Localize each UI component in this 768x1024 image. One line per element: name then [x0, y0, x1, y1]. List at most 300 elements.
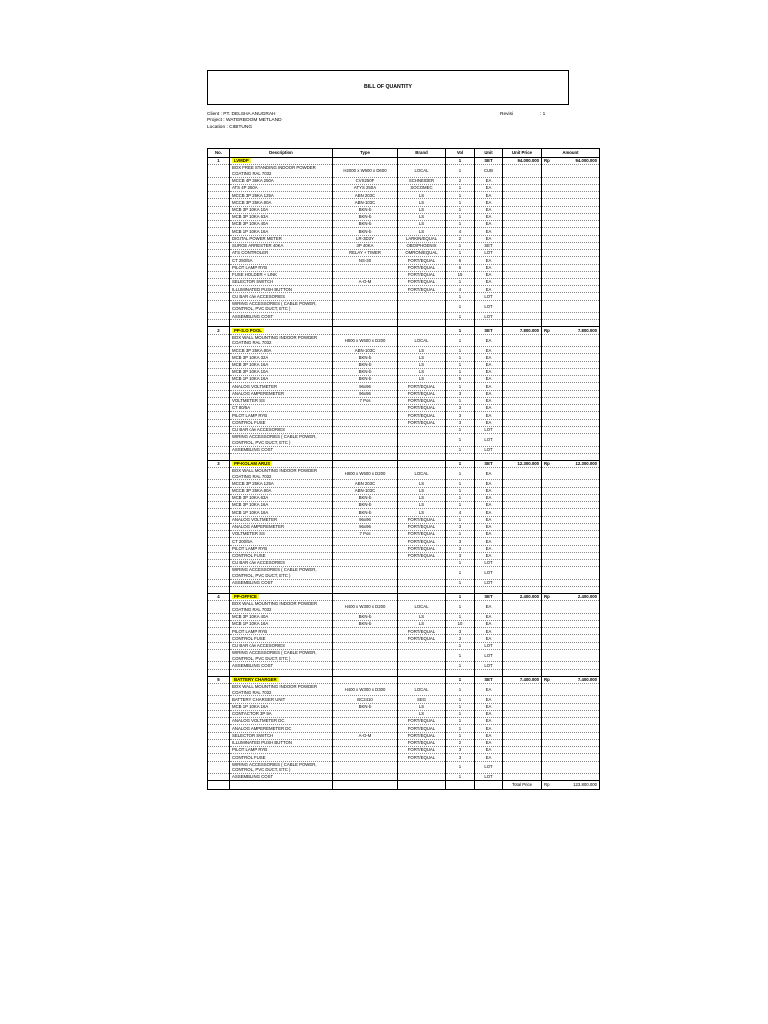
item-no [208, 628, 230, 635]
item-unit: EA [475, 383, 503, 390]
item-unit: LOT [475, 774, 503, 781]
header-vol: Vol [446, 149, 475, 158]
spacer-cell [542, 320, 600, 327]
item-amount [542, 250, 600, 257]
item-vol: 1 [446, 567, 475, 580]
item-vol: 1 [446, 313, 475, 320]
table-row [208, 434, 600, 447]
item-brand: FORT/EQUAL [398, 264, 446, 271]
item-amount [542, 531, 600, 538]
item-type: BKN-b [333, 376, 398, 383]
item-description: ANALOG AMPEREMETER DC [230, 725, 333, 732]
table-row [208, 718, 600, 725]
location-line [207, 125, 282, 131]
table-row [208, 412, 600, 419]
item-unit: EA [475, 368, 503, 375]
item-unit: EA [475, 516, 503, 523]
item-type: 96x96 [333, 516, 398, 523]
total-label: Total Price [503, 781, 542, 790]
group-vol: 1 [446, 676, 475, 683]
item-description: BATTERY CHARGER UNIT [230, 696, 333, 703]
group-name-cell [230, 594, 333, 601]
table-row [208, 516, 600, 523]
table-row [208, 446, 600, 453]
item-description: CU BAR c/w ACCESORIES [230, 293, 333, 300]
item-brand [398, 579, 446, 586]
item-type [333, 545, 398, 552]
header-unit-price: Unit Price [503, 149, 542, 158]
item-unit-price [503, 383, 542, 390]
item-vol: 1 [446, 368, 475, 375]
item-brand: FORT/EQUAL [398, 718, 446, 725]
item-brand: LS [398, 228, 446, 235]
item-amount [542, 628, 600, 635]
title-box [207, 70, 569, 105]
item-description: MCCB 3P 25KA 125A [230, 192, 333, 199]
item-no [208, 523, 230, 530]
item-type: BC2410 [333, 696, 398, 703]
item-unit: EA [475, 361, 503, 368]
item-unit-price [503, 523, 542, 530]
item-description: SURGE ARRESTER 40KA [230, 242, 333, 249]
item-vol: 1 [446, 649, 475, 662]
revisi-value: : 1 [540, 112, 546, 117]
group-name-cell [230, 676, 333, 683]
item-brand: LS [398, 192, 446, 199]
item-brand: FORT/EQUAL [398, 419, 446, 426]
item-amount [542, 747, 600, 754]
group-amount: 7.800.000 [577, 327, 597, 333]
item-type [333, 649, 398, 662]
item-unit: EA [475, 286, 503, 293]
item-vol: 1 [446, 718, 475, 725]
item-amount [542, 192, 600, 199]
item-vol: 1 [446, 334, 475, 347]
table-row [208, 184, 600, 191]
table-row [208, 286, 600, 293]
item-unit: EA [475, 412, 503, 419]
item-no [208, 221, 230, 228]
group-unit-price: 7.800.000 [503, 327, 542, 334]
table-row [208, 271, 600, 278]
item-vol: 1 [446, 242, 475, 249]
spacer-cell [503, 453, 542, 460]
table-row [208, 732, 600, 739]
item-vol: 3 [446, 419, 475, 426]
item-description: MCB 3P 10KA 40A [230, 613, 333, 620]
item-unit: EA [475, 725, 503, 732]
group-unit-price: 12.300.000 [503, 460, 542, 467]
item-type: RELAY + TIMER [333, 250, 398, 257]
item-vol: 1 [446, 184, 475, 191]
item-unit: EA [475, 739, 503, 746]
spacer-cell [475, 453, 503, 460]
spacer-cell [230, 320, 333, 327]
item-brand: LS [398, 710, 446, 717]
item-unit-price [503, 228, 542, 235]
item-vol: 2 [446, 739, 475, 746]
item-vol: 1 [446, 703, 475, 710]
item-vol: 1 [446, 601, 475, 614]
item-type: H800 x W600 x D200 [333, 334, 398, 347]
item-description: PILOT LAMP RYB [230, 747, 333, 754]
item-amount [542, 516, 600, 523]
item-unit: LOT [475, 761, 503, 774]
item-amount [542, 235, 600, 242]
group-amount-cell [542, 158, 600, 165]
item-no [208, 487, 230, 494]
item-unit: LOT [475, 560, 503, 567]
table-row [208, 206, 600, 213]
item-type [333, 434, 398, 447]
item-description: WIRING ACCESSORIES ( CABLE POWER, CONTROL, PVC DUCT, ETC ) [230, 761, 333, 774]
item-description: MCB 3P 10KA 40A [230, 221, 333, 228]
item-unit: LOT [475, 300, 503, 313]
item-brand [398, 774, 446, 781]
item-brand: OMRON/EQUAL [398, 250, 446, 257]
item-description: PILOT LAMP RYB [230, 628, 333, 635]
item-brand: LARKIN/EQUAL [398, 235, 446, 242]
group-vol: 1 [446, 327, 475, 334]
item-vol: 1 [446, 710, 475, 717]
item-amount [542, 761, 600, 774]
item-description: CT 250/5A [230, 257, 333, 264]
item-amount [542, 165, 600, 178]
item-no [208, 242, 230, 249]
spacer-cell [542, 587, 600, 594]
location-label: Location [207, 124, 226, 130]
item-no [208, 361, 230, 368]
group-no: 1 [208, 158, 230, 165]
item-amount [542, 434, 600, 447]
spacer-cell [333, 453, 398, 460]
item-vol: 1 [446, 732, 475, 739]
table-row [208, 531, 600, 538]
item-type: 7 Pos [333, 397, 398, 404]
item-unit-price [503, 538, 542, 545]
item-no [208, 761, 230, 774]
item-vol: 1 [446, 531, 475, 538]
item-vol: 3 [446, 552, 475, 559]
total-spacer [333, 781, 398, 790]
item-description: MCCB 3P 25KA 80A [230, 487, 333, 494]
item-no [208, 235, 230, 242]
item-brand [398, 426, 446, 433]
item-amount [542, 206, 600, 213]
item-type: BKN-b [333, 703, 398, 710]
item-unit-price [503, 213, 542, 220]
item-brand [398, 642, 446, 649]
item-unit-price [503, 739, 542, 746]
group-row [208, 158, 600, 165]
item-amount [542, 271, 600, 278]
item-brand: LS [398, 376, 446, 383]
item-no [208, 434, 230, 447]
item-unit: EA [475, 601, 503, 614]
item-no [208, 446, 230, 453]
group-currency: Rp [544, 461, 550, 467]
group-amount: 94.000.000 [575, 158, 597, 164]
item-brand: FORT/EQUAL [398, 531, 446, 538]
item-unit-price [503, 696, 542, 703]
item-no [208, 560, 230, 567]
item-type: ABN 203C [333, 480, 398, 487]
item-amount [542, 683, 600, 696]
table-row [208, 405, 600, 412]
item-unit: EA [475, 487, 503, 494]
table-row [208, 390, 600, 397]
spacer-cell [503, 669, 542, 676]
boq-body [208, 158, 600, 781]
item-no [208, 376, 230, 383]
item-vol: 3 [446, 523, 475, 530]
item-unit-price [503, 199, 542, 206]
item-description: ANALOG AMPEREMETER [230, 390, 333, 397]
item-description: MCB 3P 10KA 16A [230, 361, 333, 368]
group-amount-cell [542, 676, 600, 683]
item-no [208, 649, 230, 662]
item-unit-price [503, 662, 542, 669]
item-type [333, 642, 398, 649]
item-no [208, 502, 230, 509]
item-unit: EA [475, 538, 503, 545]
table-row [208, 354, 600, 361]
group-name: LVMDP [234, 158, 249, 164]
spacer-cell [446, 587, 475, 594]
item-vol: 1 [446, 662, 475, 669]
table-row [208, 739, 600, 746]
item-type: BKN-b [333, 361, 398, 368]
item-unit: EA [475, 264, 503, 271]
item-amount [542, 221, 600, 228]
item-unit-price [503, 177, 542, 184]
item-unit-price [503, 405, 542, 412]
item-brand: FORT/EQUAL [398, 397, 446, 404]
item-vol: 4 [446, 509, 475, 516]
item-amount [542, 242, 600, 249]
group-unit-price: 2.400.000 [503, 594, 542, 601]
item-unit-price [503, 725, 542, 732]
item-no [208, 397, 230, 404]
group-type [333, 460, 398, 467]
item-brand: LOCAL [398, 467, 446, 480]
spacer-cell [230, 453, 333, 460]
item-type [333, 419, 398, 426]
table-row [208, 467, 600, 480]
table-row [208, 199, 600, 206]
item-brand: LS [398, 480, 446, 487]
item-unit: EA [475, 347, 503, 354]
item-amount [542, 613, 600, 620]
item-type: BKN-b [333, 206, 398, 213]
item-no [208, 579, 230, 586]
item-vol: 1 [446, 199, 475, 206]
item-no [208, 710, 230, 717]
group-currency: Rp [544, 594, 550, 600]
item-unit: LOT [475, 434, 503, 447]
item-unit: LOT [475, 567, 503, 580]
item-description: ATS CONTROLER [230, 250, 333, 257]
item-unit-price [503, 313, 542, 320]
item-type [333, 579, 398, 586]
item-description: ANALOG VOLTMETER [230, 516, 333, 523]
item-unit: LOT [475, 662, 503, 669]
spacer-cell [446, 320, 475, 327]
item-description: MCB 3P 10KA 16A [230, 502, 333, 509]
table-row [208, 710, 600, 717]
table-row [208, 480, 600, 487]
item-amount [542, 560, 600, 567]
item-brand [398, 649, 446, 662]
item-brand: FORT/EQUAL [398, 628, 446, 635]
item-type [333, 774, 398, 781]
item-no [208, 286, 230, 293]
item-description: ILLUMINATED PUSH BUTTON [230, 739, 333, 746]
group-currency: Rp [544, 327, 550, 333]
spacer-cell [542, 669, 600, 676]
table-row [208, 761, 600, 774]
item-amount [542, 696, 600, 703]
item-amount [542, 774, 600, 781]
item-unit: EA [475, 754, 503, 761]
item-unit-price [503, 628, 542, 635]
item-vol: 1 [446, 250, 475, 257]
item-type: 96x96 [333, 383, 398, 390]
item-brand [398, 313, 446, 320]
group-unit: SET [475, 676, 503, 683]
item-type [333, 446, 398, 453]
table-row [208, 628, 600, 635]
group-name: BATTERY CHARGER [234, 676, 277, 682]
item-no [208, 313, 230, 320]
item-type: LR-3D3Y [333, 235, 398, 242]
item-brand: FORT/EQUAL [398, 390, 446, 397]
item-description: WIRING ACCESSORIES ( CABLE POWER, CONTROL, PVC DUCT, ETC ) [230, 300, 333, 313]
item-unit-price [503, 732, 542, 739]
item-type [333, 286, 398, 293]
spacer-cell [542, 453, 600, 460]
item-vol: 3 [446, 754, 475, 761]
item-amount [542, 383, 600, 390]
client-label: Client [207, 112, 220, 117]
table-row [208, 300, 600, 313]
item-brand: LS [398, 221, 446, 228]
group-amount: 12.300.000 [575, 461, 597, 467]
item-brand: FORT/EQUAL [398, 279, 446, 286]
table-row [208, 250, 600, 257]
document-title: BILL OF QUANTITY [363, 84, 413, 90]
total-row [208, 781, 600, 790]
item-brand: LS [398, 354, 446, 361]
table-row [208, 279, 600, 286]
item-unit: LOT [475, 426, 503, 433]
item-type [333, 725, 398, 732]
item-description: CU BAR c/w ACCESORIES [230, 560, 333, 567]
group-name-cell [230, 327, 333, 334]
item-vol: 1 [446, 642, 475, 649]
item-description: ASSEMBLING COST [230, 446, 333, 453]
item-description: ASSEMBLING COST [230, 774, 333, 781]
item-description: CONTROL FUSE [230, 552, 333, 559]
item-type [333, 300, 398, 313]
table-row [208, 397, 600, 404]
item-vol: 1 [446, 221, 475, 228]
item-description: MCB 3P 10KA 10A [230, 206, 333, 213]
item-unit: EA [475, 523, 503, 530]
item-unit: EA [475, 467, 503, 480]
item-no [208, 177, 230, 184]
spacer-cell [446, 453, 475, 460]
item-unit-price [503, 774, 542, 781]
item-brand: LS [398, 613, 446, 620]
item-vol: 1 [446, 516, 475, 523]
item-vol: 2 [446, 235, 475, 242]
spacer-cell [230, 669, 333, 676]
item-brand [398, 434, 446, 447]
item-unit: EA [475, 480, 503, 487]
item-amount [542, 467, 600, 480]
item-type [333, 405, 398, 412]
spacer-cell [398, 453, 446, 460]
table-row [208, 642, 600, 649]
item-vol: 3 [446, 545, 475, 552]
item-description: MCB 3P 10KA 63A [230, 213, 333, 220]
group-brand [398, 158, 446, 165]
item-amount [542, 480, 600, 487]
table-row [208, 502, 600, 509]
item-vol: 3 [446, 747, 475, 754]
item-description: MCB 3P 10KA 63A [230, 494, 333, 501]
item-brand: FORT/EQUAL [398, 412, 446, 419]
item-vol: 1 [446, 192, 475, 199]
item-unit-price [503, 649, 542, 662]
item-amount [542, 545, 600, 552]
item-type: A-O-M [333, 732, 398, 739]
item-unit-price [503, 545, 542, 552]
item-amount [542, 509, 600, 516]
item-amount [542, 405, 600, 412]
item-brand: LS [398, 509, 446, 516]
item-description: BOX FREE STANDING INDOOR POWDER COATING RAL 7032 [230, 165, 333, 178]
item-type: ABN-103C [333, 347, 398, 354]
item-unit: EA [475, 635, 503, 642]
item-amount [542, 390, 600, 397]
item-unit-price [503, 487, 542, 494]
item-unit-price [503, 467, 542, 480]
total-spacer [398, 781, 446, 790]
group-type [333, 676, 398, 683]
item-no [208, 552, 230, 559]
item-description: CT 80/5A [230, 405, 333, 412]
total-spacer [475, 781, 503, 790]
item-no [208, 213, 230, 220]
spacer-cell [503, 320, 542, 327]
table-row [208, 696, 600, 703]
table-row [208, 545, 600, 552]
table-row [208, 334, 600, 347]
item-unit: EA [475, 683, 503, 696]
item-unit: SET [475, 242, 503, 249]
item-vol: 1 [446, 434, 475, 447]
item-vol: 3 [446, 390, 475, 397]
item-brand: FORT/EQUAL [398, 754, 446, 761]
item-unit: EA [475, 184, 503, 191]
table-header [208, 149, 600, 158]
item-unit: EA [475, 509, 503, 516]
item-no [208, 334, 230, 347]
item-amount [542, 635, 600, 642]
item-no [208, 739, 230, 746]
